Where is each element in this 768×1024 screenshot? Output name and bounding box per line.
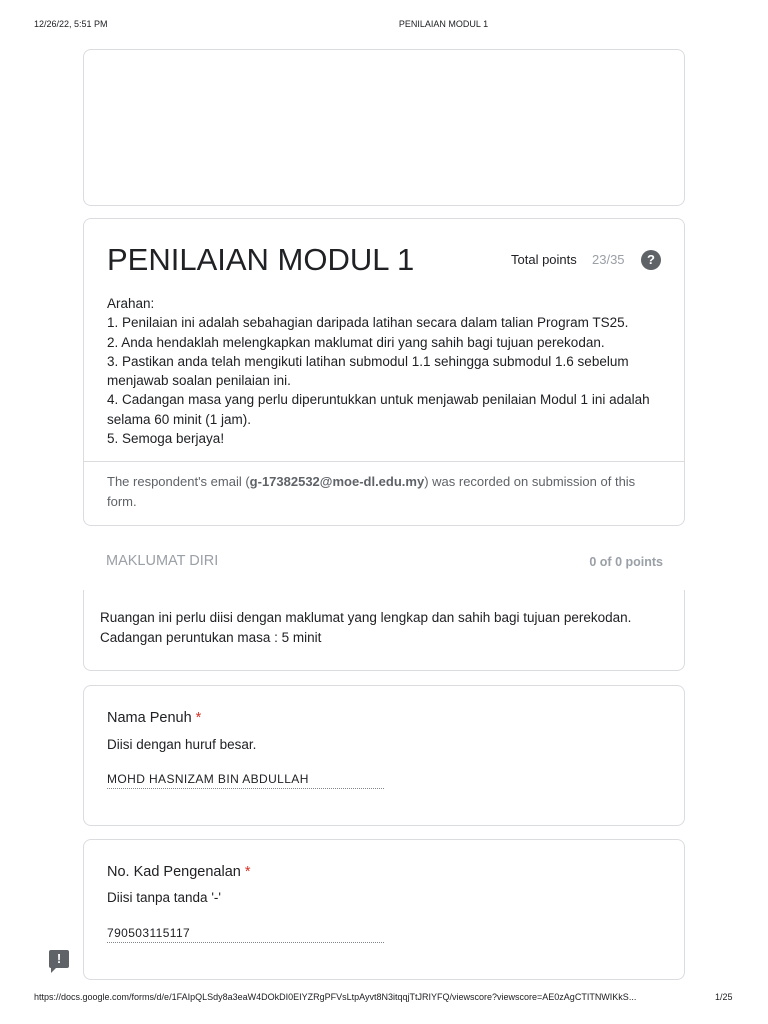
feedback-icon[interactable]	[49, 950, 69, 968]
answer-field-nama-penuh[interactable]: MOHD HASNIZAM BIN ABDULLAH	[107, 772, 384, 789]
description-line: 3. Pastikan anda telah mengikuti latihan submodul 1.1 sehingga submodul 1.6 sebelum menjawab soalan penilaian ini.	[107, 353, 629, 389]
question-description: Diisi tanpa tanda '-'	[107, 890, 221, 905]
question-title-text: No. Kad Pengenalan	[107, 864, 241, 880]
question-card-nama-penuh	[83, 685, 685, 826]
form-title-card	[83, 218, 685, 526]
divider	[84, 461, 684, 462]
email-note-suffix: ) was recorded on submission of this form.	[107, 474, 636, 509]
description-line: 2. Anda hendaklah melengkapkan maklumat diri yang sahih bagi tujuan perekodan.	[107, 334, 605, 350]
question-mark-icon[interactable]: ?	[641, 250, 661, 270]
print-datetime: 12/26/22, 5:51 PM	[34, 19, 108, 29]
total-points-value: 23/35	[592, 252, 625, 267]
section-description-line: Ruangan ini perlu diisi dengan maklumat yang lengkap dan sahih bagi tujuan perekodan.	[100, 610, 632, 625]
question-card-kad-pengenalan	[83, 839, 685, 980]
total-points-label: Total points	[511, 252, 577, 267]
question-title	[107, 710, 201, 726]
print-header	[0, 19, 768, 31]
section-description	[100, 608, 670, 647]
section-title: MAKLUMAT DIRI	[106, 553, 219, 569]
description-line: 1. Penilaian ini adalah sebahagian daripada latihan secara dalam talian Program TS25.	[107, 315, 629, 331]
section-description-line: Cadangan peruntukan masa : 5 minit	[100, 629, 322, 645]
description-line: 5. Semoga berjaya!	[107, 431, 225, 447]
question-title-text: Nama Penuh	[107, 710, 192, 726]
feedback-exclamation-icon: !	[56, 951, 62, 966]
respondent-email-note	[107, 472, 667, 511]
page-number: 1/25	[715, 992, 733, 1002]
question-description: Diisi dengan huruf besar.	[107, 737, 257, 752]
print-page-title: PENILAIAN MODUL 1	[398, 19, 489, 29]
header-banner	[83, 49, 685, 206]
form-title: PENILAIAN MODUL 1	[107, 242, 415, 277]
required-mark: *	[195, 710, 202, 726]
page-url: https://docs.google.com/forms/d/e/1FAIpQLSdy8a3eaW4DOkDI0EIYZRgPFVsLtpAyvt8N3itqqjTtJRIYFQ/viewscore?viewscore=AE0zAgCTITNWIKkS...	[34, 992, 637, 1002]
answer-field-kad-pengenalan[interactable]: 790503115117	[107, 926, 384, 943]
question-title	[107, 864, 251, 880]
section-description-card	[83, 590, 685, 671]
section-header	[106, 553, 663, 573]
description-line: 4. Cadangan masa yang perlu diperuntukkan untuk menjawab penilaian Modul 1 ini adalah selama 60 minit (1 jam).	[107, 392, 650, 427]
section-points: 0 of 0 points	[589, 555, 663, 569]
form-description	[107, 294, 667, 448]
email-note-prefix: The respondent's email (	[107, 474, 250, 489]
respondent-email: g-17382532@moe-dl.edu.my	[249, 474, 425, 489]
description-line: Arahan:	[107, 296, 155, 311]
required-mark: *	[244, 864, 251, 880]
